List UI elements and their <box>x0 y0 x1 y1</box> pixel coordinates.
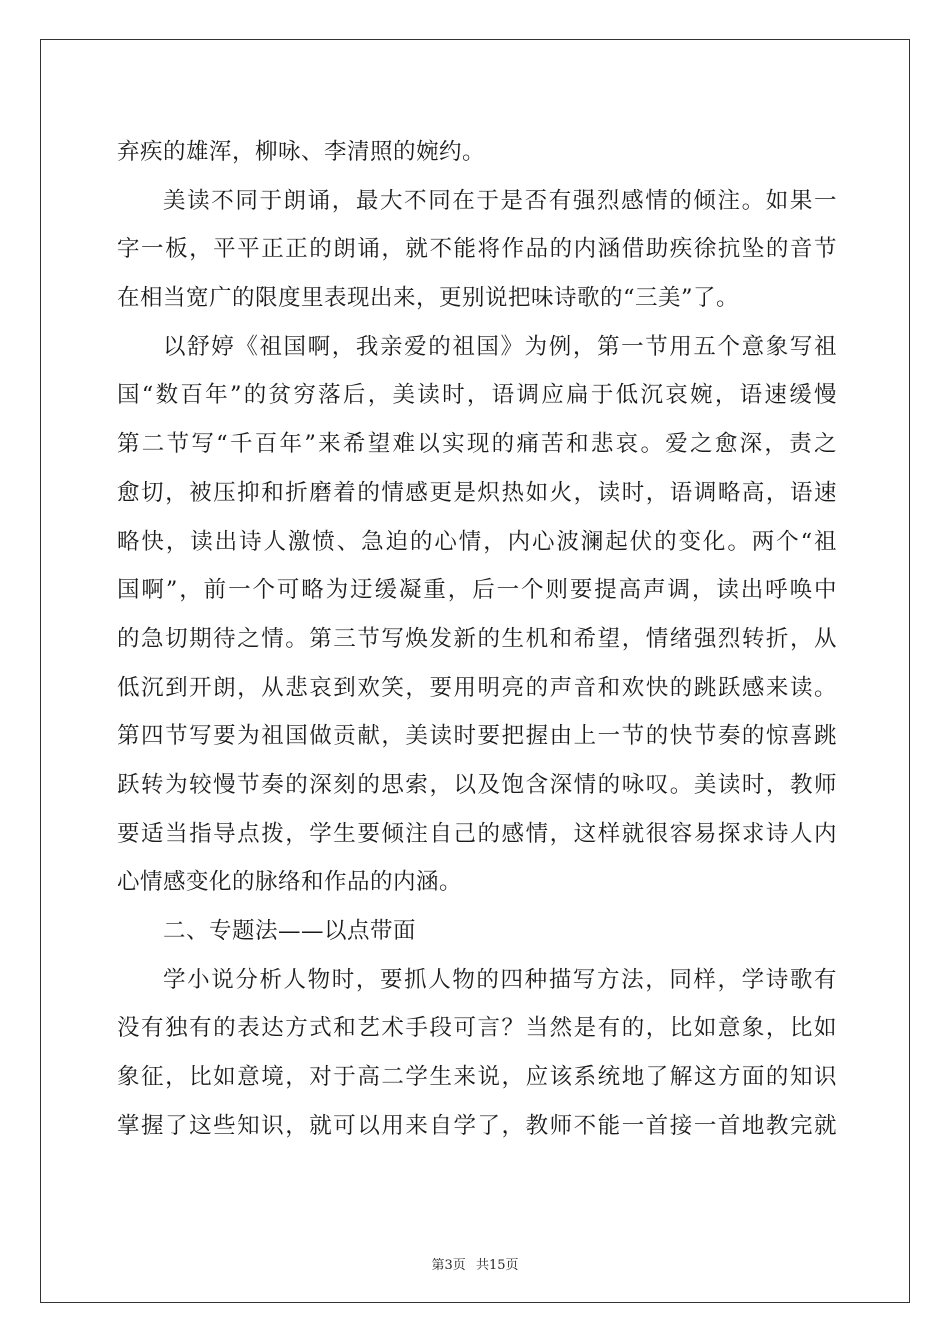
text-line: 美读不同于朗诵，最大不同在于是否有强烈感情的倾注。如果一 <box>163 187 837 214</box>
text-line: 弃疾的雄浑，柳咏、李清照的婉约。 <box>117 139 486 165</box>
text-line: 低沉到开朗，从悲哀到欢笑，要用明亮的声音和欢快的跳跃感来读。 <box>117 674 837 701</box>
page-footer <box>0 1254 950 1273</box>
text-line: 要适当指导点拨，学生要倾注自己的感情，这样就很容易探求诗人内 <box>117 820 837 847</box>
text-line: 略快，读出诗人激愤、急迫的心情，内心波澜起伏的变化。两个“祖 <box>117 528 837 555</box>
text-line: 国“数百年”的贫穷落后，美读时，语调应扁于低沉哀婉，语速缓慢 <box>117 382 837 409</box>
text-line: 第二节写“千百年”来希望难以实现的痛苦和悲哀。爱之愈深，责之 <box>117 431 837 458</box>
page-number: 第3页 <box>431 1258 466 1273</box>
text-line: 愈切，被压抑和折磨着的情感更是炽热如火，读时，语调略高，语速 <box>117 479 837 506</box>
text-line: 象征，比如意境，对于高二学生来说，应该系统地了解这方面的知识 <box>117 1064 837 1091</box>
text-line: 没有独有的表达方式和艺术手段可言？当然是有的，比如意象，比如 <box>117 1015 837 1042</box>
text-line: 的急切期待之情。第三节写焕发新的生机和希望，情绪强烈转折，从 <box>117 625 837 652</box>
text-line: 跃转为较慢节奏的深刻的思索，以及饱含深情的咏叹。美读时，教师 <box>117 771 837 798</box>
text-line: 学小说分析人物时，要抓人物的四种描写方法，同样，学诗歌有 <box>163 966 837 993</box>
section-heading: 二、专题法——以点带面 <box>163 918 417 944</box>
text-line: 第四节写要为祖国做贡献，美读时要把握由上一节的快节奏的惊喜跳 <box>117 723 837 750</box>
text-line: 以舒婷《祖国啊，我亲爱的祖国》为例，第一节用五个意象写祖 <box>163 333 837 360</box>
text-line: 心情感变化的脉络和作品的内涵。 <box>117 869 463 896</box>
text-line: 字一板，平平正正的朗诵，就不能将作品的内涵借助疾徐抗坠的音节 <box>117 236 837 263</box>
page-total: 共15页 <box>475 1258 519 1273</box>
text-line: 掌握了这些知识，就可以用来自学了，教师不能一首接一首地教完就 <box>117 1112 837 1139</box>
text-line: 国啊”，前一个可略为迂缓凝重，后一个则要提高声调，读出呼唤中 <box>117 577 837 604</box>
text-line: 在相当宽广的限度里表现出来，更别说把味诗歌的“三美”了。 <box>117 285 740 312</box>
document-body <box>117 128 837 1150</box>
